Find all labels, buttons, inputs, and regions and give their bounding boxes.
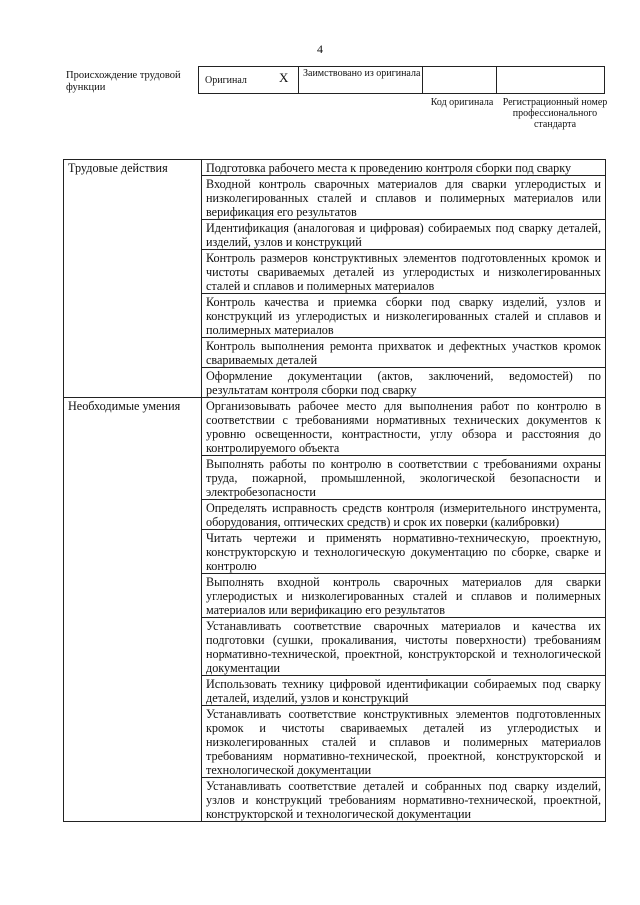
regnum-caption: Регистрационный номер профессионального стандарта: [502, 97, 608, 130]
code-cell: [423, 67, 497, 93]
section-item: Определять исправность средств контроля (измерительного инструмента, оборудования, оптических средств) и срок их поверки (калибровки): [202, 500, 606, 530]
borrowed-label: Заимствовано из оригинала: [299, 67, 423, 93]
section-item: Входной контроль сварочных материалов для сварки углеродистых и низколегированных сталей и сплавов и полимерных материалов или верификация его результатов: [202, 176, 606, 220]
original-cell: [199, 67, 299, 93]
regnum-cell: [497, 67, 605, 93]
original-label: Оригинал: [205, 75, 247, 86]
origin-box: [198, 66, 605, 94]
section-item: Выполнять входной контроль сварочных материалов для сварки углеродистых и низколегированных сталей и сплавов и полимерных материалов или верификацию его результатов: [202, 574, 606, 618]
original-mark: X: [279, 70, 289, 85]
table-row: [64, 398, 606, 456]
section-label: Трудовые действия: [64, 160, 202, 398]
origin-label: Происхождение трудовой функции: [66, 70, 181, 93]
section-label: Необходимые умения: [64, 398, 202, 822]
section-item: Читать чертежи и применять нормативно-техническую, проектную, конструкторскую и технологическую документацию по сборке, сварке и контролю: [202, 530, 606, 574]
section-item: Использовать технику цифровой идентификации собираемых под сварку деталей, изделий, узлов и конструкций: [202, 676, 606, 706]
section-item: Контроль размеров конструктивных элементов подготовленных кромок и чистоты свариваемых деталей из углеродистых и низколегированных сталей и сплавов и полимерных материалов: [202, 250, 606, 294]
section-item: Организовывать рабочее место для выполнения работ по контролю в соответствии с требованиями нормативных технических документов к уровню освещенности, контрастности, углу обзора и расстояния до контролируемого объекта: [202, 398, 606, 456]
code-caption: Код оригинала: [430, 97, 494, 108]
page-number: 4: [317, 42, 323, 56]
section-item: Контроль выполнения ремонта прихваток и дефектных участков кромок свариваемых деталей: [202, 338, 606, 368]
section-item: Оформление документации (актов, заключений, ведомостей) по результатам контроля сборки под сварку: [202, 368, 606, 398]
table-row: [64, 160, 606, 176]
section-item: Устанавливать соответствие сварочных материалов и качества их подготовки (сушки, прокаливания, чистоты поверхности) требованиям нормативно-технической, проектной, конструкторской и технологической документации: [202, 618, 606, 676]
labor-function-table: [63, 159, 606, 822]
section-item: Устанавливать соответствие конструктивных элементов подготовленных кромок и чистоты свариваемых деталей из углеродистых и низколегированных сталей и сплавов и полимерных материалов требованиям нормативно-технической, проектной, конструкторской и технологической документации: [202, 706, 606, 778]
section-item: Контроль качества и приемка сборки под сварку изделий, узлов и конструкций из углеродистых и низколегированных сталей и сплавов и полимерных материалов: [202, 294, 606, 338]
section-item: Идентификация (аналоговая и цифровая) собираемых под сварку деталей, изделий, узлов и конструкций: [202, 220, 606, 250]
section-item: Подготовка рабочего места к проведению контроля сборки под сварку: [202, 160, 606, 176]
section-item: Выполнять работы по контролю в соответствии с требованиями охраны труда, пожарной, промышленной, экологической безопасности и электробезопасности: [202, 456, 606, 500]
section-item: Устанавливать соответствие деталей и собранных под сварку изделий, узлов и конструкций требованиям нормативно-технической, проектной, конструкторской и технологической документации: [202, 778, 606, 822]
